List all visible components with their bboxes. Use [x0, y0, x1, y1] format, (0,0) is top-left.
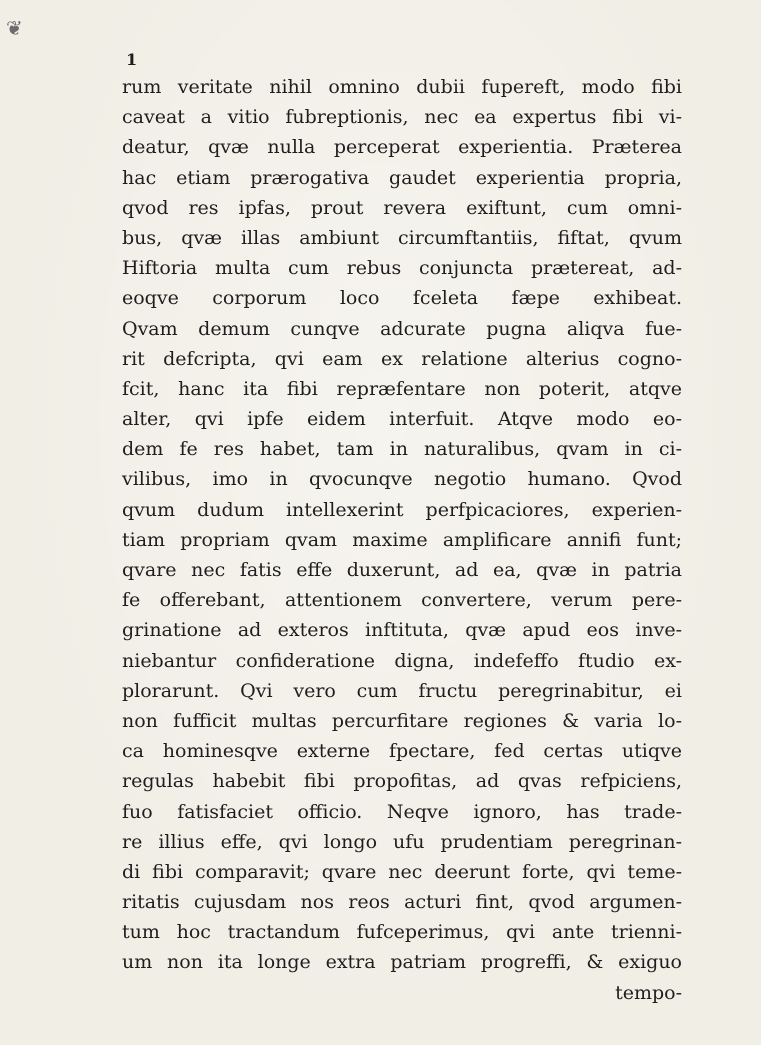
text-line: re illius effe, qvi longo ufu prudentiam peregrinan- [122, 830, 682, 853]
text-line: ritatis cujusdam nos reos acturi fint, qvod argumen- [122, 891, 682, 914]
signature-mark: 1 [126, 50, 138, 69]
text-line: Hiftoria multa cum rebus conjuncta prætereat, ad- [122, 257, 682, 280]
text-line: eoqve corporum loco fceleta fæpe exhibeat. [122, 287, 682, 310]
text-line: dem fe res habet, tam in naturalibus, qvam in ci- [122, 438, 682, 461]
text-line: tiam propriam qvam maxime amplificare annifi funt; [122, 528, 682, 551]
text-line: vilibus, imo in qvocunqve negotio humano. Qvod [122, 468, 682, 491]
text-line: grinatione ad exteros inftituta, qvæ apud eos inve- [122, 619, 682, 642]
text-line: fcit, hanc ita fibi repræfentare non poterit, atqve [122, 377, 682, 400]
text-line: qvod res ipfas, prout revera exiftunt, cum omni- [122, 196, 682, 219]
text-line: fe offerebant, attentionem convertere, verum pere- [122, 589, 682, 612]
text-line: niebantur confideratione digna, indefeffo ftudio ex- [122, 649, 682, 672]
text-line: qvum dudum intellexerint perfpicaciores, experien- [122, 498, 682, 521]
text-line: Qvam demum cunqve adcurate pugna aliqva fue- [122, 317, 682, 340]
text-line: plorarunt. Qvi vero cum fructu peregrinabitur, ei [122, 679, 682, 702]
text-line: hac etiam prærogativa gaudet experientia propria, [122, 166, 682, 189]
text-line: ca hominesqve externe fpectare, fed certas utiqve [122, 740, 682, 763]
text-line: alter, qvi ipfe eidem interfuit. Atqve modo eo- [122, 408, 682, 431]
text-line: di fibi comparavit; qvare nec deerunt forte, qvi teme- [122, 860, 682, 883]
text-line: rum veritate nihil omnino dubii fupereft, modo fibi [122, 76, 682, 98]
text-line: caveat a vitio fubreptionis, nec ea expertus fibi vi- [122, 106, 682, 129]
text-line: non fufficit multas percurfitare regiones & varia lo- [122, 709, 682, 732]
catchword: tempo- [615, 981, 682, 1004]
body-text [122, 72, 682, 1008]
text-line: regulas habebit fibi propofitas, ad qvas refpiciens, [122, 770, 682, 793]
text-line: bus, qvæ illas ambiunt circumftantiis, fiftat, qvum [122, 226, 682, 249]
text-line: rit defcripta, qvi eam ex relatione alterius cogno- [122, 347, 682, 370]
text-line: deatur, qvæ nulla perceperat experientia. Præterea [122, 136, 682, 159]
text-line: qvare nec fatis effe duxerunt, ad ea, qvæ in patria [122, 559, 682, 581]
text-line: fuo fatisfaciet officio. Neqve ignoro, has trade- [122, 800, 682, 823]
text-line: um non ita longe extra patriam progreffi, & exiguo [122, 951, 682, 974]
corner-ornament: ❦ [6, 16, 21, 40]
text-line: tum hoc tractandum fufceperimus, qvi ante trienni- [122, 921, 682, 944]
